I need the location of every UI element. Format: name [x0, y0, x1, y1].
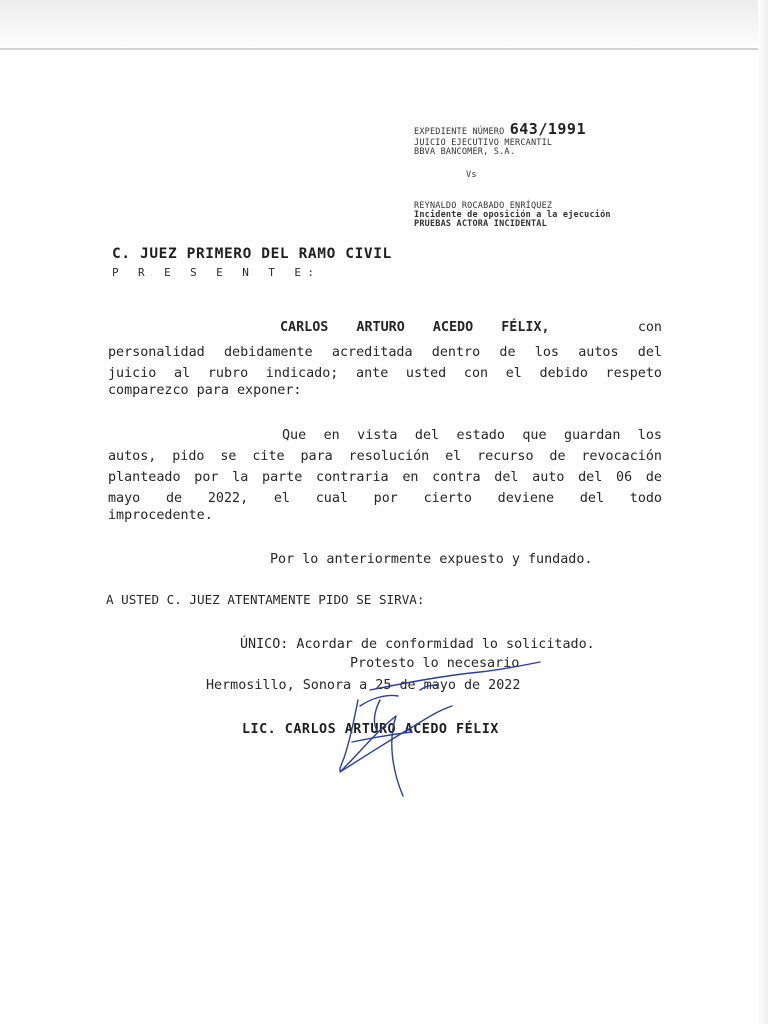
intro-line-3: juicio al rubro indicado; ante usted con el debido respeto — [108, 366, 662, 381]
case-type: JUICIO EJECUTIVO MERCANTIL — [414, 138, 553, 148]
body-line-2: autos, pido se cite para resolución el recurso de revocación — [108, 449, 662, 464]
body-line-5: improcedente. — [108, 508, 213, 523]
case-versus: Vs — [466, 170, 477, 180]
case-evidence: PRUEBAS ACTORA INCIDENTAL — [414, 219, 547, 229]
signer-name: LIC. CARLOS ARTURO ACEDO FÉLIX — [242, 722, 499, 737]
body-line-4: mayo de 2022, el cual por cierto deviene del todo — [108, 491, 662, 506]
body-line-1: Que en vista del estado que guardan los — [282, 428, 662, 443]
addressee-presente: P R E S E N T E: — [112, 266, 321, 279]
body-line-3: planteado por la parte contraria en contra del auto del 06 de — [108, 470, 662, 485]
intro-line-1-tail: con — [637, 320, 662, 335]
closing-unico: ÚNICO: Acordar de conformidad lo solicitado. — [240, 637, 595, 652]
closing-request: A USTED C. JUEZ ATENTAMENTE PIDO SE SIRVA: — [106, 592, 425, 607]
case-plaintiff: BBVA BANCOMER, S.A. — [414, 147, 516, 157]
case-incident: Incidente de oposición a la ejecución — [414, 210, 611, 220]
closing-fundado: Por lo anteriormente expuesto y fundado. — [270, 552, 593, 567]
case-defendant: REYNALDO ROCABADO ENRÍQUEZ — [414, 201, 553, 211]
intro-line-2: personalidad debidamente acreditada dentro de los autos del — [108, 345, 662, 360]
case-number: 643/1991 — [509, 120, 586, 138]
case-number-label: EXPEDIENTE NÚMERO — [414, 127, 505, 137]
addressee-judge: C. JUEZ PRIMERO DEL RAMO CIVIL — [112, 246, 392, 262]
intro-line-4: comparezco para exponer: — [108, 383, 302, 398]
petitioner-name: CARLOS ARTURO ACEDO FÉLIX, — [280, 320, 550, 335]
closing-place-date: Hermosillo, Sonora a 25 de mayo de 2022 — [206, 678, 521, 693]
closing-protesto: Protesto lo necesario — [350, 656, 520, 671]
